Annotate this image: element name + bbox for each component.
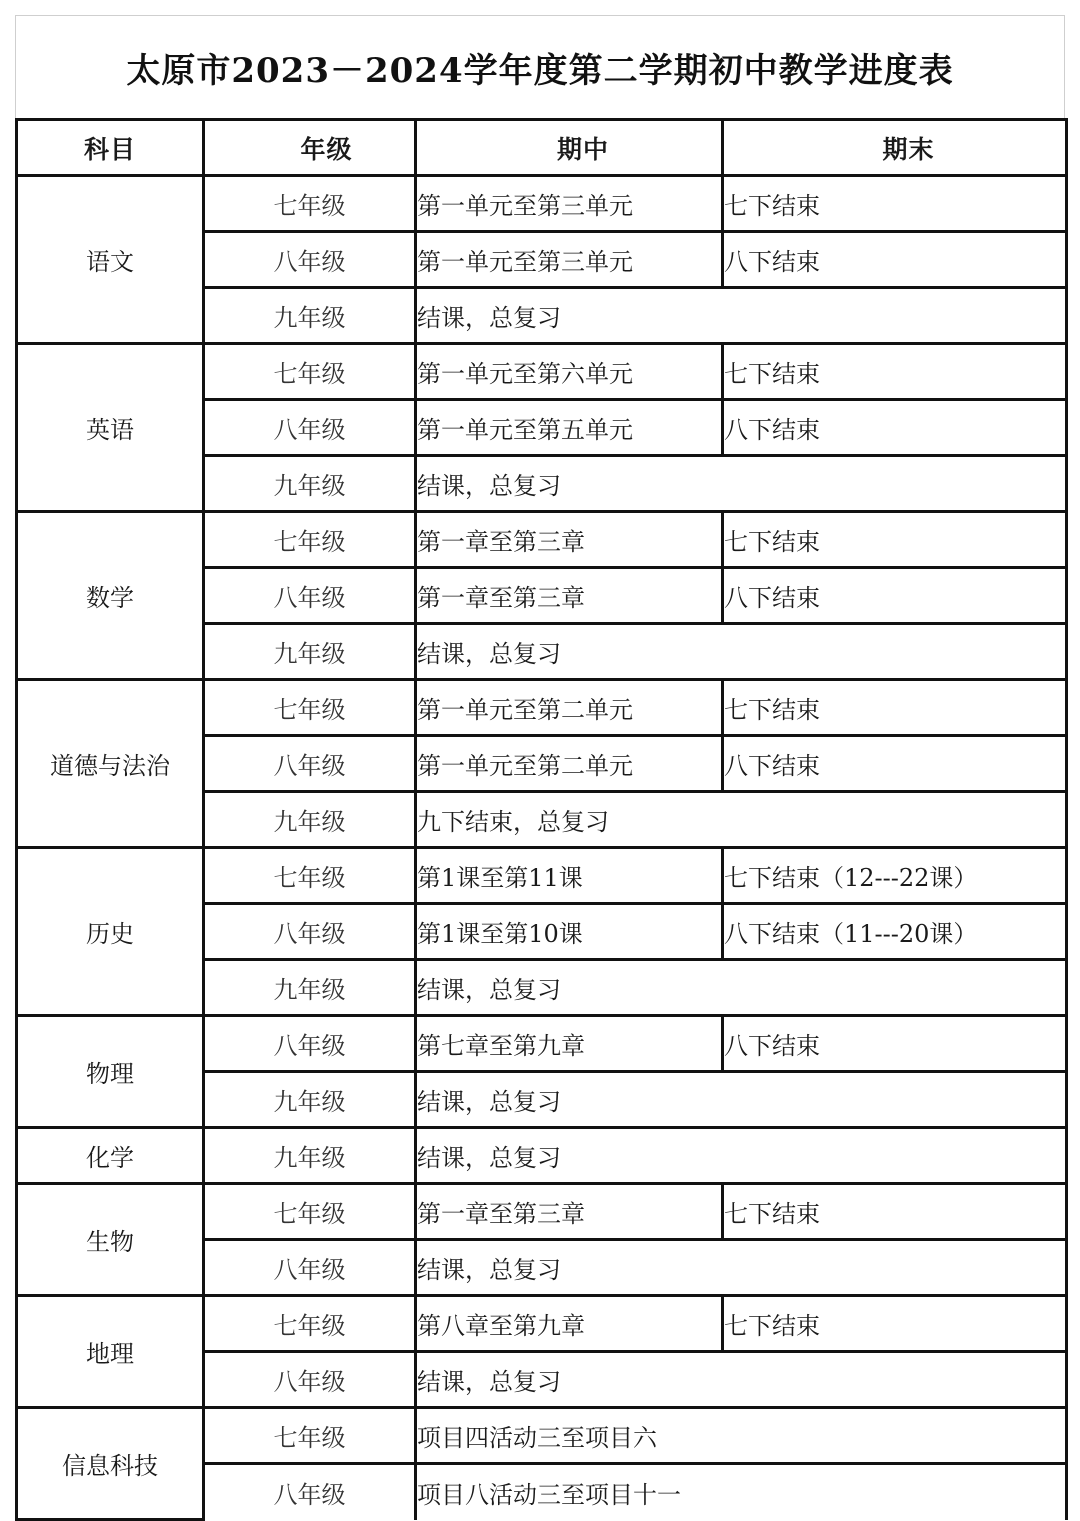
- midterm-cell: 结课，总复习: [416, 456, 1067, 512]
- grade-cell: 七年级: [204, 1184, 416, 1240]
- grade-cell: 九年级: [204, 288, 416, 344]
- table-row: [17, 1128, 1067, 1184]
- final-cell: 七下结束（12---22课）: [723, 848, 1067, 904]
- final-cell: 七下结束: [723, 680, 1067, 736]
- grade-cell: 七年级: [204, 1408, 416, 1464]
- final-cell: 八下结束: [723, 1016, 1067, 1072]
- header-subject: 科目: [17, 120, 204, 176]
- midterm-cell: 结课，总复习: [416, 288, 1067, 344]
- final-cell: 七下结束: [723, 1296, 1067, 1352]
- grade-cell: 九年级: [204, 624, 416, 680]
- final-cell: 八下结束: [723, 232, 1067, 288]
- midterm-cell: 项目八活动三至项目十一: [416, 1464, 1067, 1520]
- subject-cell: 道德与法治: [17, 680, 204, 848]
- subject-cell: 数学: [17, 512, 204, 680]
- grade-cell: 七年级: [204, 848, 416, 904]
- final-cell: 八下结束: [723, 736, 1067, 792]
- grade-cell: 九年级: [204, 1128, 416, 1184]
- header-row: [17, 120, 1067, 176]
- final-cell: 七下结束: [723, 512, 1067, 568]
- midterm-cell: 结课，总复习: [416, 1128, 1067, 1184]
- grade-cell: 八年级: [204, 904, 416, 960]
- grade-cell: 八年级: [204, 1016, 416, 1072]
- grade-cell: 八年级: [204, 1464, 416, 1520]
- midterm-cell: 第一章至第三章: [416, 512, 723, 568]
- midterm-cell: 第一单元至第六单元: [416, 344, 723, 400]
- subject-cell: 信息科技: [17, 1408, 204, 1520]
- page-title: 太原市2023－2024学年度第二学期初中教学进度表: [126, 50, 954, 91]
- midterm-cell: 第1课至第11课: [416, 848, 723, 904]
- schedule-table: [15, 118, 1068, 1521]
- midterm-cell: 第一章至第三章: [416, 1184, 723, 1240]
- midterm-cell: 第一单元至第五单元: [416, 400, 723, 456]
- grade-cell: 八年级: [204, 568, 416, 624]
- grade-cell: 九年级: [204, 1072, 416, 1128]
- grade-cell: 九年级: [204, 792, 416, 848]
- midterm-cell: 第七章至第九章: [416, 1016, 723, 1072]
- midterm-cell: 项目四活动三至项目六: [416, 1408, 1067, 1464]
- subject-cell: 英语: [17, 344, 204, 512]
- final-cell: 八下结束（11---20课）: [723, 904, 1067, 960]
- table-row: [17, 176, 1067, 232]
- final-cell: 七下结束: [723, 176, 1067, 232]
- table-row: [17, 1184, 1067, 1240]
- table-row: [17, 1408, 1067, 1464]
- grade-cell: 七年级: [204, 1296, 416, 1352]
- midterm-cell: 第一单元至第二单元: [416, 680, 723, 736]
- grade-cell: 七年级: [204, 680, 416, 736]
- subject-cell: 语文: [17, 176, 204, 344]
- midterm-cell: 第1课至第10课: [416, 904, 723, 960]
- header-grade: 年级: [204, 120, 416, 176]
- midterm-cell: 第一单元至第三单元: [416, 232, 723, 288]
- grade-cell: 七年级: [204, 344, 416, 400]
- grade-cell: 七年级: [204, 176, 416, 232]
- table-row: [17, 1296, 1067, 1352]
- grade-cell: 八年级: [204, 232, 416, 288]
- subject-cell: 生物: [17, 1184, 204, 1296]
- grade-cell: 九年级: [204, 960, 416, 1016]
- midterm-cell: 第一章至第三章: [416, 568, 723, 624]
- final-cell: 八下结束: [723, 400, 1067, 456]
- title-box: [15, 15, 1065, 118]
- midterm-cell: 结课，总复习: [416, 960, 1067, 1016]
- final-cell: 七下结束: [723, 1184, 1067, 1240]
- final-cell: 八下结束: [723, 568, 1067, 624]
- table-row: [17, 344, 1067, 400]
- subject-cell: 历史: [17, 848, 204, 1016]
- midterm-cell: 结课，总复习: [416, 1072, 1067, 1128]
- midterm-cell: 结课，总复习: [416, 1352, 1067, 1408]
- grade-cell: 八年级: [204, 1240, 416, 1296]
- midterm-cell: 结课，总复习: [416, 624, 1067, 680]
- header-midterm: 期中: [416, 120, 723, 176]
- midterm-cell: 结课，总复习: [416, 1240, 1067, 1296]
- subject-cell: 化学: [17, 1128, 204, 1184]
- table-row: [17, 1016, 1067, 1072]
- subject-cell: 地理: [17, 1296, 204, 1408]
- midterm-cell: 第一单元至第二单元: [416, 736, 723, 792]
- grade-cell: 八年级: [204, 736, 416, 792]
- table-row: [17, 680, 1067, 736]
- table-row: [17, 848, 1067, 904]
- grade-cell: 八年级: [204, 1352, 416, 1408]
- header-final: 期末: [723, 120, 1067, 176]
- midterm-cell: 九下结束，总复习: [416, 792, 1067, 848]
- midterm-cell: 第一单元至第三单元: [416, 176, 723, 232]
- midterm-cell: 第八章至第九章: [416, 1296, 723, 1352]
- grade-cell: 七年级: [204, 512, 416, 568]
- grade-cell: 九年级: [204, 456, 416, 512]
- final-cell: 七下结束: [723, 344, 1067, 400]
- grade-cell: 八年级: [204, 400, 416, 456]
- subject-cell: 物理: [17, 1016, 204, 1128]
- table-row: [17, 512, 1067, 568]
